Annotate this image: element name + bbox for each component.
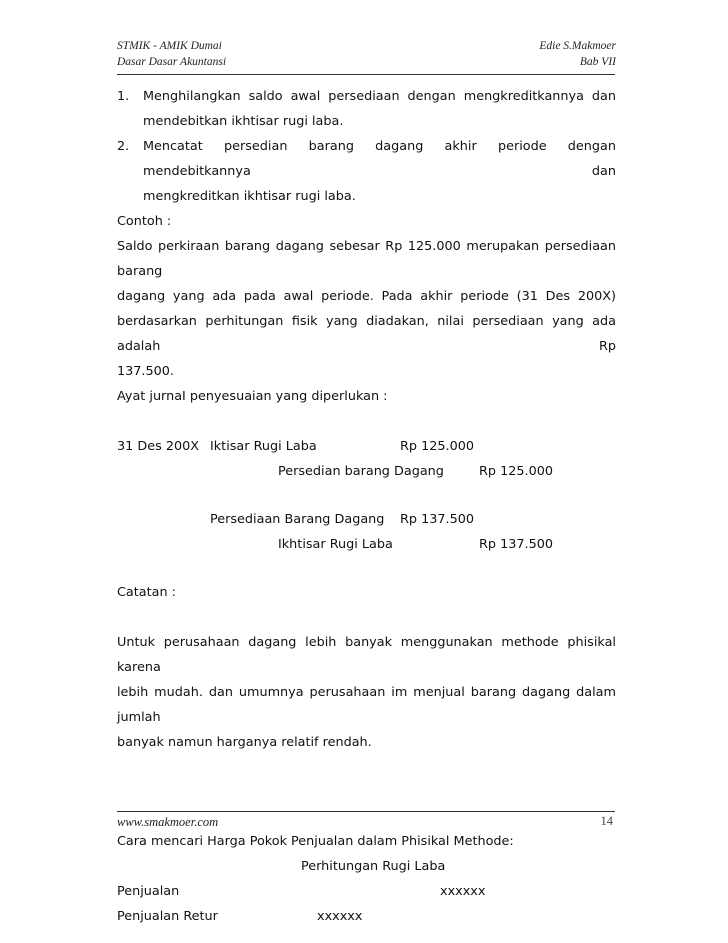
statement-label: Penjualan Retur — [117, 909, 218, 924]
journal-credit-account: Ikhtisar Rugi Laba — [278, 537, 393, 552]
statement-value: xxxxxx — [317, 909, 363, 924]
journal-credit-row — [117, 532, 616, 557]
ayat-label: Ayat jurnaI penyesuaian yang diperlukan : — [117, 389, 388, 404]
paragraph-line: Saldo perkiraan barang dagang sebesar Rp 125.000 merupakan persediaan barang — [117, 239, 616, 279]
statement-row — [117, 904, 616, 929]
header-course: Dasar Dasar Akuntansi — [117, 56, 227, 68]
journal-debit-account: Persediaan Barang Dagang — [210, 512, 385, 527]
header-rule — [117, 74, 615, 75]
page-number: 14 — [600, 814, 613, 828]
journal-credit-amount: Rp 137.500 — [479, 537, 554, 552]
footer-url[interactable]: www.smakmoer.com — [117, 815, 219, 829]
statement-title-row — [117, 854, 616, 879]
paragraph-line: berdasarkan perhitungan fisik yang diadakan, nilai persediaan yang ada adalah Rp — [117, 314, 616, 354]
list-text-line: mendebitkan ikhtisar rugi laba. — [143, 114, 344, 129]
statement-row — [117, 879, 616, 904]
list-item — [117, 84, 616, 134]
journal-date: 31 Des 200X — [117, 439, 200, 454]
header-chapter: Bab VII — [579, 56, 616, 68]
list-item — [117, 134, 616, 209]
header-right — [539, 38, 616, 70]
header-left — [117, 38, 226, 70]
paragraph-line: lebih mudah. dan umumnya perusahaan im menjual barang dagang dalam jumlah — [117, 685, 616, 725]
catatan-label: Catatan : — [117, 585, 176, 600]
list-text-line: mengkreditkan ikhtisar rugi laba. — [143, 189, 356, 204]
journal-debit-account: Iktisar Rugi Laba — [210, 439, 317, 454]
journal-credit-amount: Rp 125.000 — [479, 464, 554, 479]
list-number: 2. — [117, 139, 130, 154]
page-body — [117, 84, 616, 929]
statement-title: Perhitungan Rugi Laba — [301, 859, 446, 874]
journal-debit-row — [117, 434, 616, 459]
section-heading: Cara mencari Harga Pokok Penjualan dalam Phisikal Methode: — [117, 834, 514, 849]
list-number: 1. — [117, 89, 130, 104]
page-footer — [117, 811, 615, 829]
list-text-line: Mencatat persedian barang dagang akhir periode dengan mendebitkannya dan — [143, 139, 616, 179]
contoh-label: Contoh : — [117, 214, 172, 229]
header-institution: STMIK - AMIK Dumai — [117, 40, 222, 52]
paragraph-line: 137.500. — [117, 364, 174, 379]
journal-debit-amount: Rp 137.500 — [400, 512, 475, 527]
journal-debit-row — [117, 507, 616, 532]
journal-credit-account: Persedian barang Dagang — [278, 464, 444, 479]
paragraph-line: Untuk perusahaan dagang lebih banyak menggunakan methode phisikal karena — [117, 635, 616, 675]
journal-debit-amount: Rp 125.000 — [400, 439, 475, 454]
statement-label: Penjualan — [117, 884, 180, 899]
list-text-line: Menghilangkan saldo awal persediaan dengan mengkreditkannya dan — [143, 89, 616, 104]
header-author: Edie S.Makmoer — [539, 40, 616, 52]
paragraph-line: banyak namun harganya relatif rendah. — [117, 735, 372, 750]
paragraph-line: dagang yang ada pada awal periode. Pada akhir periode (31 Des 200X) — [117, 289, 616, 304]
statement-value: xxxxxx — [440, 884, 486, 899]
journal-credit-row — [117, 459, 616, 484]
